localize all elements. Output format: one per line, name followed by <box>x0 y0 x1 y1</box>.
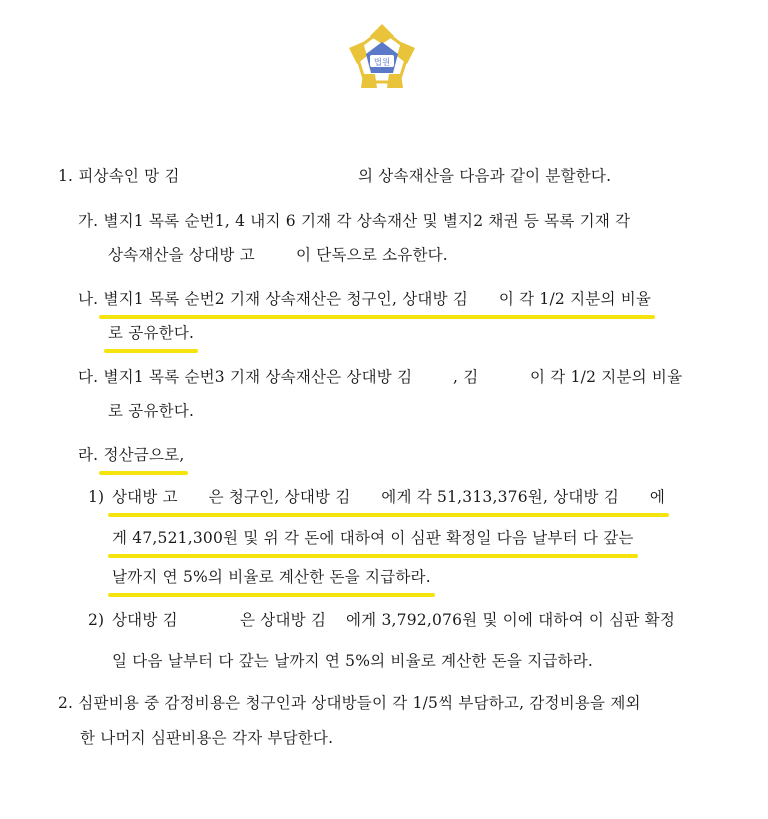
ga-marker: 가. <box>78 212 99 230</box>
sub2-line1-c: 에게 3,792,076원 및 이에 대하여 이 심판 확정 <box>346 611 675 629</box>
da-line1 <box>78 366 412 388</box>
sub2-line2: 일 다음 날부터 다 갚는 날까지 연 5%의 비율로 계산한 돈을 지급하라. <box>112 652 594 670</box>
sub1-line3-text: 날까지 연 5%의 비율로 계산한 돈을 지급하라. <box>112 568 431 586</box>
sub1-line2 <box>112 527 634 549</box>
item2-line1-text: 심판비용 중 감정비용은 청구인과 상대방들이 각 1/5씩 부담하고, 감정비용을 제외 <box>78 694 641 712</box>
da-line1-b: , 김 <box>453 368 479 386</box>
ga-line1 <box>78 210 630 232</box>
na-highlight-line2 <box>108 322 194 344</box>
ra-text: 정산금으로, <box>103 446 185 464</box>
item1-number: 1. <box>58 167 74 185</box>
sub1-line1-b: 은 청구인, 상대방 김 <box>208 488 351 506</box>
ra-highlight <box>103 444 184 466</box>
da-line1-c: 이 각 1/2 지분의 비율 <box>530 368 683 386</box>
ga-line2-before: 상속재산을 상대방 고 <box>108 246 255 264</box>
sub2-marker: 2) <box>88 611 105 629</box>
sub1-line1-c: 에게 각 51,313,376원, 상대방 김 <box>381 488 620 506</box>
na-highlight-line1 <box>103 288 651 310</box>
sub1-highlight-line2 <box>112 527 634 549</box>
ga-line1-text: 별지1 목록 순번1, 4 내지 6 기재 각 상속재산 및 별지2 채권 등 목록 기재 각 <box>103 212 631 230</box>
da-marker: 다. <box>78 368 99 386</box>
ra-line <box>78 444 184 466</box>
ra-marker: 라. <box>78 446 99 464</box>
na-line2-text: 로 공유한다. <box>108 324 195 342</box>
item1-text-after: 의 상속재산을 다음과 같이 분할한다. <box>358 167 612 185</box>
sub1-line3 <box>112 566 431 588</box>
ga-line2-after: 이 단독으로 소유한다. <box>296 246 448 264</box>
item2-line2: 한 나머지 심판비용은 각자 부담한다. <box>80 729 334 747</box>
sub1-line1 <box>112 486 665 508</box>
na-line2 <box>108 322 194 344</box>
sub1-line1-d: 에 <box>649 488 665 506</box>
court-emblem <box>343 22 421 94</box>
sub1-line1-a: 상대방 고 <box>112 488 178 506</box>
sub1-highlight-line3 <box>112 566 431 588</box>
sub2-line1-a: 상대방 김 <box>112 611 178 629</box>
court-emblem-text: 법원 <box>373 58 391 68</box>
da-line2: 로 공유한다. <box>108 402 195 420</box>
item1-text-before: 피상속인 망 김 <box>78 167 180 185</box>
sub2-line1-b: 은 상대방 김 <box>240 611 327 629</box>
da-line1-a: 별지1 목록 순번3 기재 상속재산은 상대방 김 <box>103 368 413 386</box>
na-line1-before: 별지1 목록 순번2 기재 상속재산은 청구인, 상대방 김 <box>103 290 469 308</box>
item2-line1 <box>58 692 641 714</box>
item1-line <box>58 165 180 187</box>
na-line1-after: 이 각 1/2 지분의 비율 <box>498 290 652 308</box>
item2-number: 2. <box>58 694 74 712</box>
sub1-line2-text: 게 47,521,300원 및 위 각 돈에 대하여 이 심판 확정일 다음 날부터 다 갚는 <box>112 529 634 547</box>
sub1-highlight-line1 <box>112 486 665 508</box>
sub1-marker: 1) <box>88 488 105 506</box>
na-line1 <box>78 288 651 310</box>
na-marker: 나. <box>78 290 99 308</box>
